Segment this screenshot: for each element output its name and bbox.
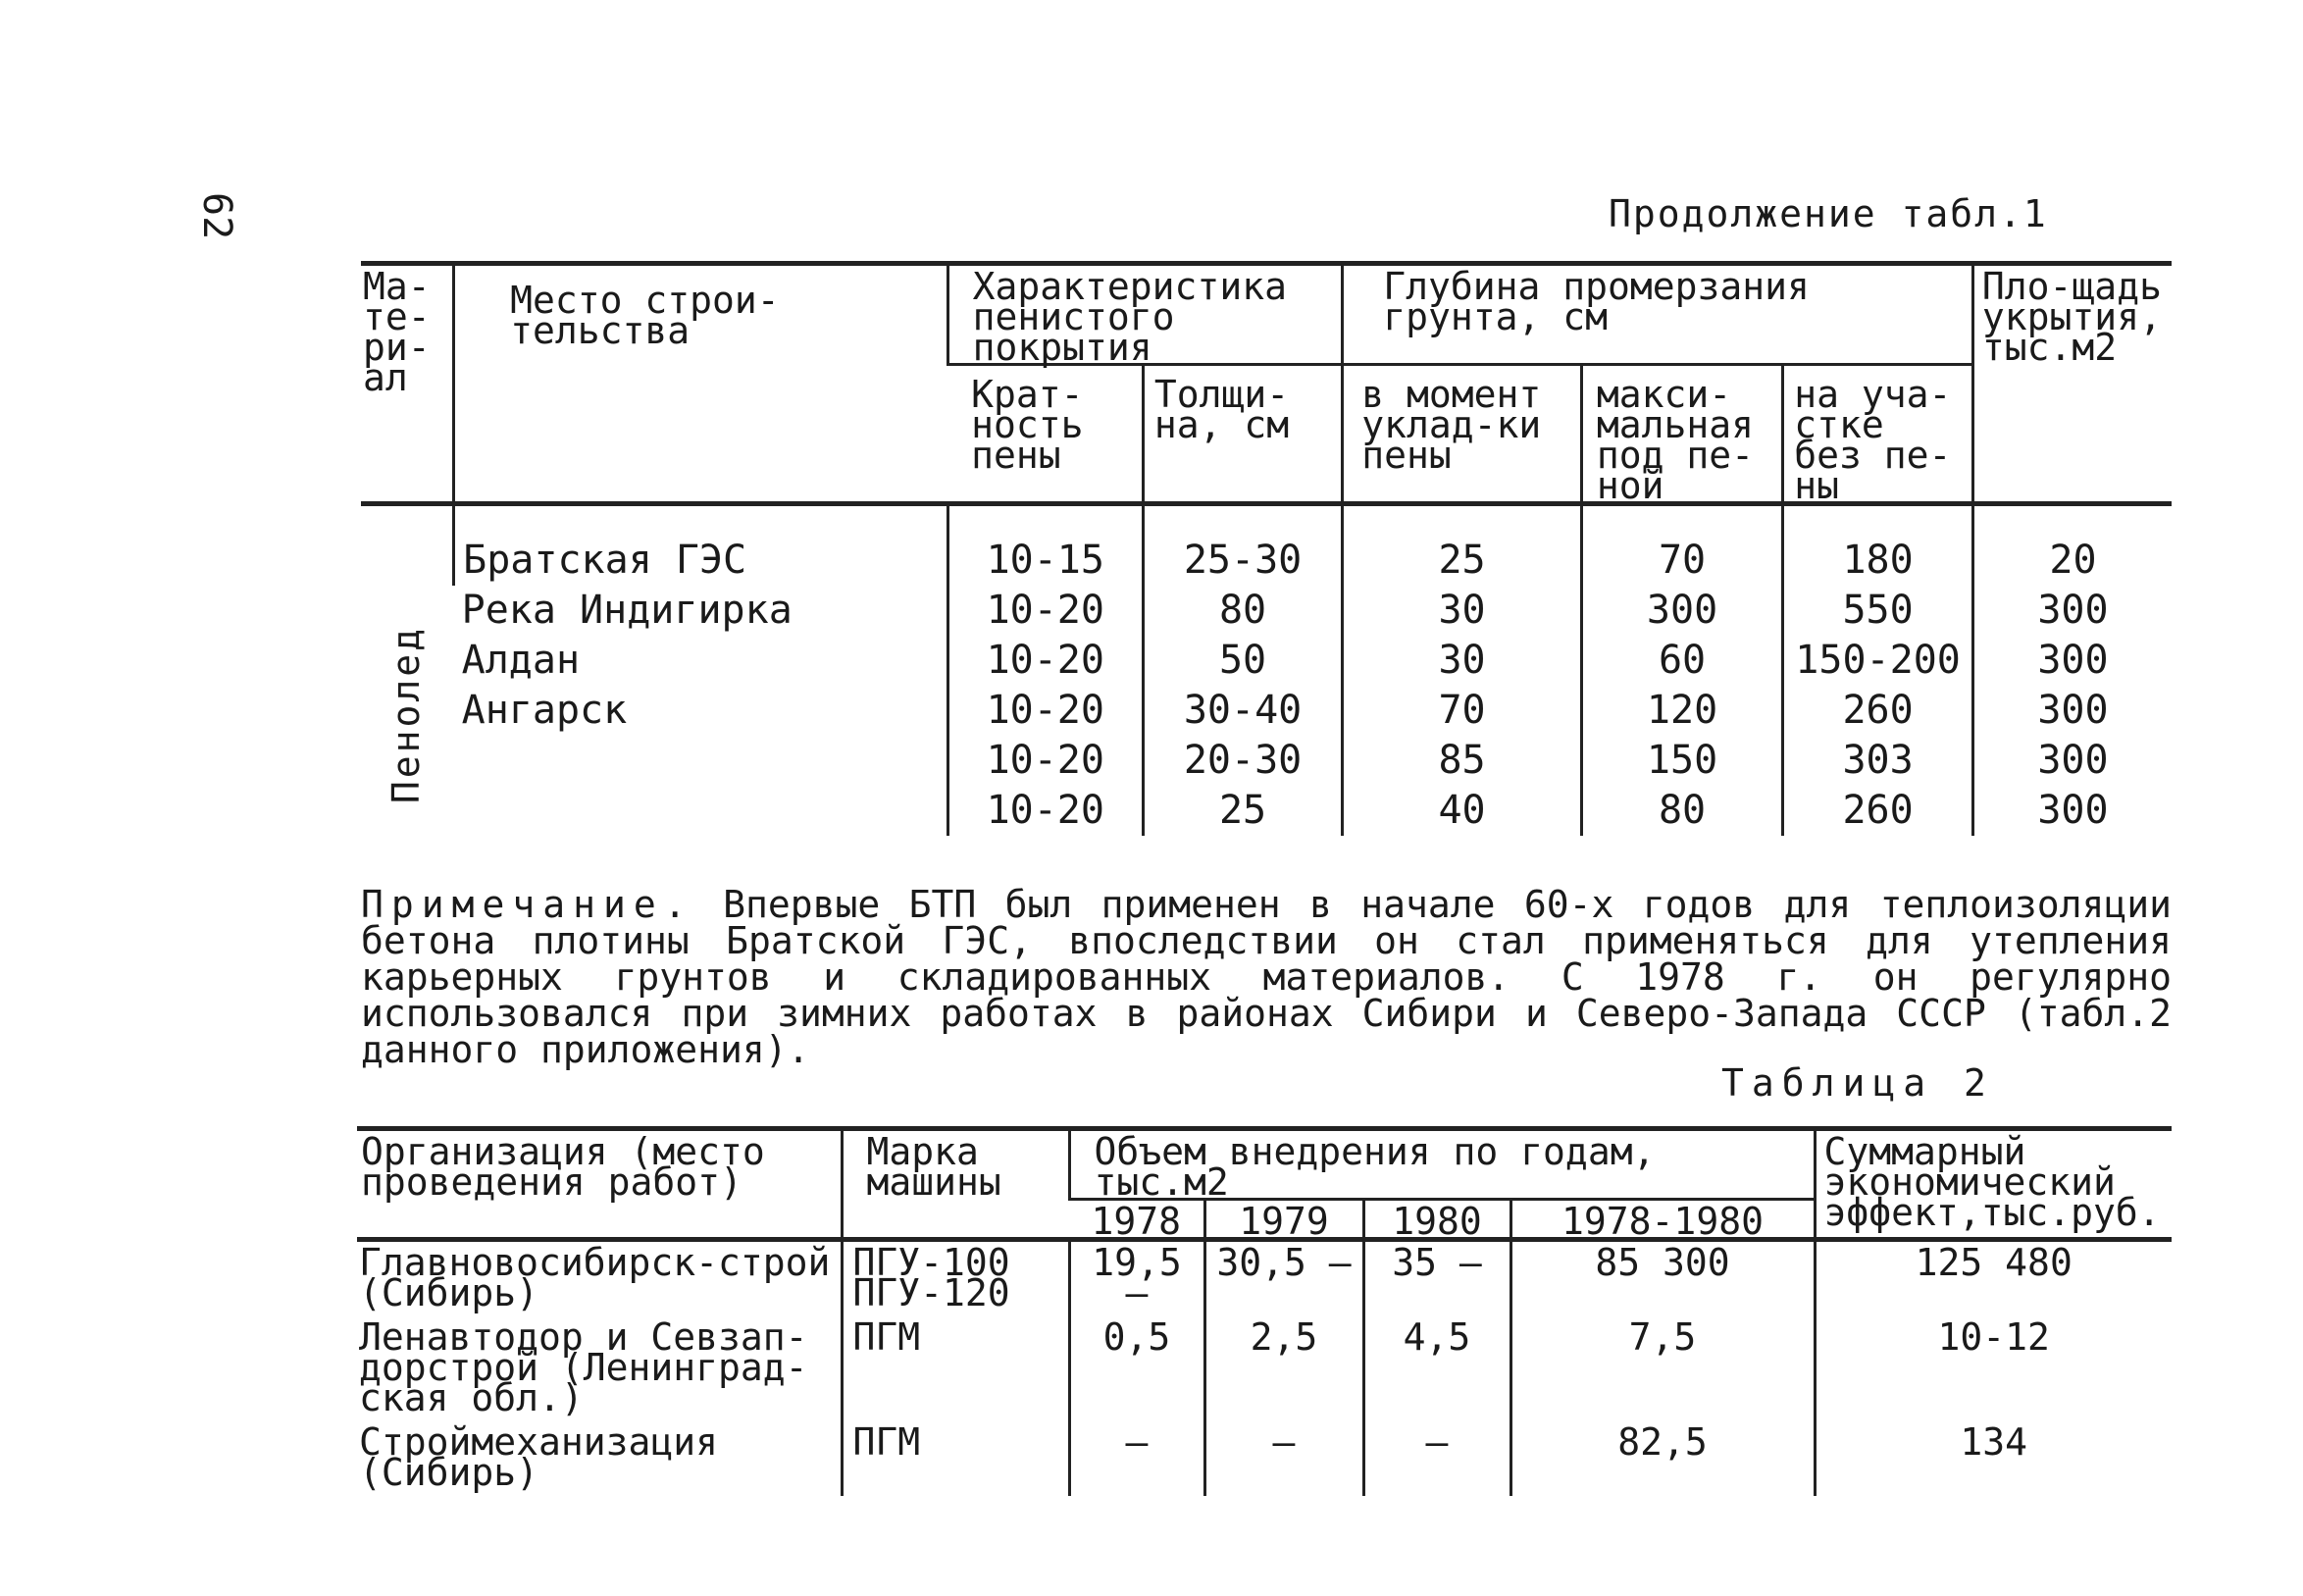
area-cell: 20 — [1972, 504, 2172, 587]
header-org: Организация (место проведения работ) — [357, 1129, 842, 1240]
table-row — [357, 1240, 2172, 1317]
lay-cell: 30 — [1343, 586, 1582, 636]
place-cell: Река Индигирка — [461, 588, 793, 633]
header-max-under: макси-мальная под пе-ной — [1581, 365, 1782, 504]
y1980-cell: – — [1363, 1421, 1510, 1496]
y1979-cell: 2,5 — [1204, 1316, 1363, 1421]
mult-cell: 10-20 — [947, 586, 1143, 636]
header-foam-group: Характеристика пенистого покрытия — [947, 264, 1343, 365]
place-cell: Алдан — [461, 638, 581, 683]
mult-cell: 10-20 — [947, 736, 1143, 786]
note-paragraph — [361, 883, 2172, 1071]
y1978-cell: 19,5 – — [1069, 1240, 1204, 1317]
nofoam-cell: 260 — [1783, 786, 1973, 836]
area-cell: 300 — [1972, 586, 2172, 636]
y1980-cell: 4,5 — [1363, 1316, 1510, 1421]
nofoam-cell: 150-200 — [1783, 636, 1973, 686]
header-thickness: Толщи-на, см — [1143, 365, 1342, 504]
table-row — [361, 504, 2172, 587]
max-cell: 300 — [1581, 586, 1782, 636]
continuation-caption: Продолжение табл.1 — [1609, 192, 2048, 235]
header-1978-1980: 1978-1980 — [1510, 1200, 1815, 1240]
y1979-cell: 30,5 – — [1204, 1240, 1363, 1317]
place-cell: Братская ГЭС — [454, 504, 948, 587]
thick-cell: 20-30 — [1143, 736, 1342, 786]
org-cell: Ленавтодор и Севзап-дорстрой (Ленинград-ская обл.) — [359, 1315, 808, 1419]
place-cell: Ангарск — [461, 688, 628, 733]
nofoam-cell: 180 — [1783, 504, 1973, 587]
thick-cell: 50 — [1143, 636, 1342, 686]
max-cell: 120 — [1581, 686, 1782, 736]
header-area: Пло-щадь укрытия, тыс.м2 — [1972, 264, 2172, 504]
area-cell: 300 — [1972, 636, 2172, 686]
header-no-foam: на уча-стке без пе-ны — [1783, 365, 1973, 504]
header-mark: Марка машины — [842, 1129, 1069, 1240]
header-material: Ма-те-ри-ал — [361, 264, 454, 504]
lay-cell: 40 — [1343, 786, 1582, 836]
mult-cell: 10-20 — [947, 686, 1143, 736]
org-cell: Строймеханизация (Сибирь) — [359, 1420, 719, 1494]
nofoam-cell: 303 — [1783, 736, 1973, 786]
thick-cell: 25-30 — [1143, 504, 1342, 587]
max-cell: 60 — [1581, 636, 1782, 686]
y1978-cell: 0,5 — [1069, 1316, 1204, 1421]
note-text: Впервые БТП был применен в начале 60-х годов для теплоизоляции бетона плотины Братской ГЭС, впоследствии он стал применяться для утепления карьерных грунтов и складированных материалов. С 1978 г. он регулярно использовался при зимних работах в районах Сибири и Северо-Запада СССР (табл.2 данного приложения). — [361, 883, 2172, 1071]
total-cell: 82,5 — [1510, 1421, 1815, 1496]
nofoam-cell: 550 — [1783, 586, 1973, 636]
header-1978: 1978 — [1069, 1200, 1204, 1240]
mark-cell: ПГМ — [842, 1316, 1069, 1421]
effect-cell: 10-12 — [1815, 1316, 2172, 1421]
area-cell: 300 — [1972, 736, 2172, 786]
place-cell — [454, 786, 948, 836]
header-at-laying: в момент уклад-ки пены — [1343, 365, 1582, 504]
table-row — [357, 1316, 2172, 1421]
lay-cell: 85 — [1343, 736, 1582, 786]
mult-cell: 10-20 — [947, 786, 1143, 836]
lay-cell: 25 — [1343, 504, 1582, 587]
thick-cell: 30-40 — [1143, 686, 1342, 736]
table-row — [361, 636, 2172, 686]
header-multiplicity: Крат-ность пены — [947, 365, 1143, 504]
nofoam-cell: 260 — [1783, 686, 1973, 736]
area-cell: 300 — [1972, 786, 2172, 836]
material-cell — [361, 504, 454, 837]
max-cell: 80 — [1581, 786, 1782, 836]
table-row — [361, 736, 2172, 786]
note-label: Примечание. — [361, 883, 694, 926]
table-1 — [361, 261, 2172, 836]
y1978-cell: – — [1069, 1421, 1204, 1496]
mult-cell: 10-20 — [947, 636, 1143, 686]
header-volume-group: Объем внедрения по годам, тыс.м2 — [1069, 1129, 1815, 1200]
lay-cell: 30 — [1343, 636, 1582, 686]
total-cell: 85 300 — [1510, 1240, 1815, 1317]
area-cell: 300 — [1972, 686, 2172, 736]
table-row — [361, 586, 2172, 636]
y1979-cell: – — [1204, 1421, 1363, 1496]
table-row — [361, 786, 2172, 836]
table-2-caption: Таблица 2 — [1721, 1061, 1994, 1105]
material-value: Пенолед — [384, 625, 429, 803]
place-cell — [454, 736, 948, 786]
header-depth-group: Глубина промерзания грунта, см — [1343, 264, 1973, 365]
table-2 — [357, 1126, 2172, 1496]
effect-cell: 134 — [1815, 1421, 2172, 1496]
table-row — [361, 686, 2172, 736]
thick-cell: 25 — [1143, 786, 1342, 836]
y1980-cell: 35 – — [1363, 1240, 1510, 1317]
page-number: 62 — [194, 192, 239, 240]
max-cell: 150 — [1581, 736, 1782, 786]
mult-cell: 10-15 — [947, 504, 1143, 587]
mark-cell: ПГУ-100 ПГУ-120 — [842, 1240, 1069, 1317]
thick-cell: 80 — [1143, 586, 1342, 636]
header-place: Место строи-тельства — [454, 264, 948, 504]
header-effect: Суммарный экономический эффект,тыс.руб. — [1815, 1129, 2172, 1240]
lay-cell: 70 — [1343, 686, 1582, 736]
org-cell: Главновосибирск-строй (Сибирь) — [359, 1241, 831, 1314]
max-cell: 70 — [1581, 504, 1782, 587]
mark-cell: ПГМ — [842, 1421, 1069, 1496]
header-1980: 1980 — [1363, 1200, 1510, 1240]
effect-cell: 125 480 — [1815, 1240, 2172, 1317]
total-cell: 7,5 — [1510, 1316, 1815, 1421]
table-row — [357, 1421, 2172, 1496]
header-1979: 1979 — [1204, 1200, 1363, 1240]
